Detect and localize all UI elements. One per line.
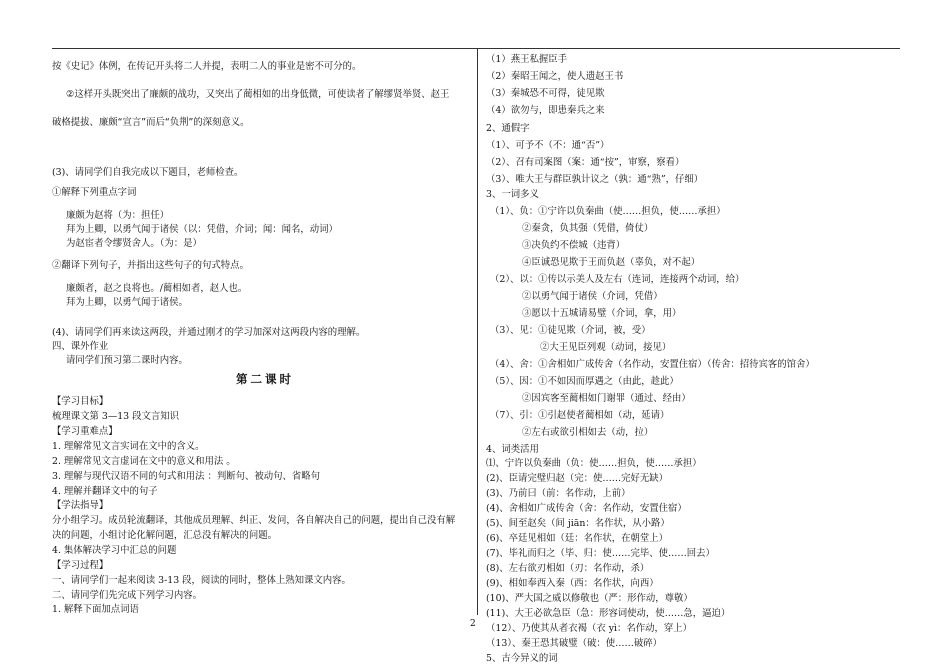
list-item: （2）秦昭王闻之，使人遗赵王书: [486, 71, 624, 82]
list-item: （12）、乃使其从者衣褐（衣 yì：名作动，穿上）: [486, 623, 693, 634]
guide-text: 分小组学习。成员轮流翻译，其他成员理解、纠正、发问，各自解决自己的问题，提出自己没有解: [52, 515, 456, 526]
task-3: (3)、请同学们自我完成以下题目，老师检查。: [52, 167, 244, 178]
list-item: （3）、唯大王与群臣孰计议之（孰：通“熟”，仔细）: [486, 174, 704, 185]
list-item: ②以勇气闻于诸侯（介词，凭借）: [522, 291, 663, 302]
key-item: 1. 理解常见文言实词在文中的含义。: [52, 441, 205, 452]
column-divider: [477, 49, 478, 615]
list-item: （5）、因：①不如因而厚遇之（由此，趁此）: [490, 376, 679, 387]
word-item: 廉颇为赵将（为：担任）: [66, 210, 170, 221]
guide-text-cont: 决的问题，小组讨论化解问题，汇总没有解决的问题。: [52, 530, 278, 541]
homework-heading: 四、课外作业: [52, 341, 109, 352]
list-item: (10)、严大国之威以修敬也（严：形作动，尊敬）: [486, 593, 693, 604]
word-item: 拜为上卿，以勇气闻于诸侯（以：凭借，介词；闻：闻名，动词）: [66, 224, 338, 235]
list-item: （3）秦城恐不可得，徒见欺: [486, 88, 605, 99]
guide-item: 4. 集体解决学习中汇总的问题: [52, 545, 177, 556]
list-item: ②因宾客至蔺相如门谢罪（通过、经由）: [522, 393, 691, 404]
top-rule: [52, 48, 900, 49]
key-item: 3. 理解与现代汉语不同的句式和用法 ：判断句、被动句、省略句: [52, 471, 321, 482]
list-item: （2）、召有司案图（案：通“按”，审察，察看）: [486, 157, 685, 168]
list-item: ⑴、宁许以负秦曲（负：使……担负，使……承担）: [486, 458, 702, 469]
key-item: 2. 理解常见文言虚词在文中的意义和用法 。: [52, 456, 236, 467]
key-heading: 【学习重难点】: [52, 426, 118, 437]
list-item: （1）燕王私握臣手: [486, 54, 567, 65]
lesson-title: 第二课时: [236, 372, 294, 386]
list-item: ②左右或欲引相如去（动，拉）: [522, 427, 654, 438]
sub-task-translate: ②翻译下列句子，并指出这些句子的句式特点。: [52, 260, 249, 271]
sentence-item: 拜为上卿，以勇气闻于诸侯。: [66, 297, 188, 308]
goal-heading: 【学习目标】: [52, 396, 109, 407]
list-item: （13）、秦王恐其破璧（破：使……破碎）: [486, 638, 662, 649]
sub-task-words: ①解释下列重点字词: [52, 187, 137, 198]
list-item: (4)、舍相如广成传舍（舍：名作动，安置住宿）: [486, 503, 687, 514]
list-item: （7）、引：①引赵使者蔺相如（动，延请）: [490, 410, 670, 421]
list-item: （4）、舍：①舍相如广成传舍（名作动，安置住宿）（传舍：招待宾客的馆舍）: [490, 359, 815, 370]
intro-paragraph: 按《史记》体例，在传记开头将二人并提，表明二人的事业是密不可分的。: [52, 61, 362, 72]
list-item: ②大王见臣列观（动词，接见）: [540, 342, 672, 353]
list-item: ②秦贪，负其强（凭借，倚仗）: [522, 223, 654, 234]
process-step: 一、请同学们一起来阅读 3-13 段，阅读的同时，整体上熟知课文内容。: [52, 575, 351, 586]
list-item: （3）、见：①徒见欺（介词，被，受）: [490, 325, 651, 336]
word-item: 为赵宦者令缪贤舍人。（为：是）: [66, 238, 202, 249]
list-item: （1）、可予不（不：通“否”）: [486, 140, 610, 151]
section-heading: 4、词类活用: [486, 444, 539, 455]
list-item: （2）、以：①传以示美人及左右（连词，连接两个动词，给）: [490, 274, 745, 285]
guide-heading: 【学法指导】: [52, 500, 109, 511]
page-number: 2: [470, 619, 476, 629]
analysis-paragraph: ②这样开头既突出了廉颇的战功，又突出了蔺相如的出身低微，可使读者了解缪贤举贤、赵王: [66, 89, 450, 100]
list-item: (5)、间至赵矣（间 jiān：名作状，从小路）: [486, 518, 670, 529]
list-item: (6)、卒廷见相如（廷：名作状，在朝堂上）: [486, 533, 669, 544]
list-item: (2)、臣请完璧归赵（完：使……完好无缺）: [486, 473, 669, 484]
process-step: 二、请同学们先完成下列学习内容。: [52, 590, 203, 601]
key-item: 4. 理解并翻译文中的句子: [52, 486, 158, 497]
list-item: (8)、左右欲刃相如（刃：名作动，杀）: [486, 563, 650, 574]
list-item: (7)、毕礼而归之（毕、归：使……完毕、使……回去）: [486, 548, 715, 559]
list-item: （1）、负：①宁许以负秦曲（使……担负，使……承担）: [490, 206, 726, 217]
sentence-item: 廉颇者，赵之良将也。/蔺相如者，赵人也。: [66, 283, 248, 294]
list-item: ④臣诚恐见欺于王而负赵（辜负，对不起）: [522, 257, 701, 268]
section-heading: 2、通假字: [486, 123, 530, 134]
homework-text: 请同学们预习第二课时内容。: [66, 355, 188, 366]
list-item: (9)、相如奉西入秦（西：名作状，向西）: [486, 578, 659, 589]
list-item: (3)、乃前曰（前：名作动，上前）: [486, 488, 631, 499]
process-heading: 【学习过程】: [52, 560, 109, 571]
section-heading: 5、古今异义的词: [486, 653, 558, 664]
process-step: 1. 解释下面加点词语: [52, 604, 139, 615]
list-item: (11)、大王必欲急臣（急：形容词使动，使……急，逼迫）: [486, 608, 731, 619]
list-item: （4）欲勿与，即患秦兵之来: [486, 105, 605, 116]
goal-text: 梳理课文第 3—13 段文言知识: [52, 411, 179, 422]
section-heading: 3、一词多义: [486, 189, 539, 200]
list-item: ③决负约不偿城（违背）: [522, 240, 626, 251]
analysis-paragraph-cont: 破格提拔、廉颇“宣言”而后“负荆”的深刻意义。: [52, 117, 250, 128]
list-item: ③愿以十五城请易璧（介词，拿，用）: [522, 308, 682, 319]
task-4: (4)、请同学们再来读这两段，并通过刚才的学习加深对这两段内容的理解。: [52, 327, 366, 338]
